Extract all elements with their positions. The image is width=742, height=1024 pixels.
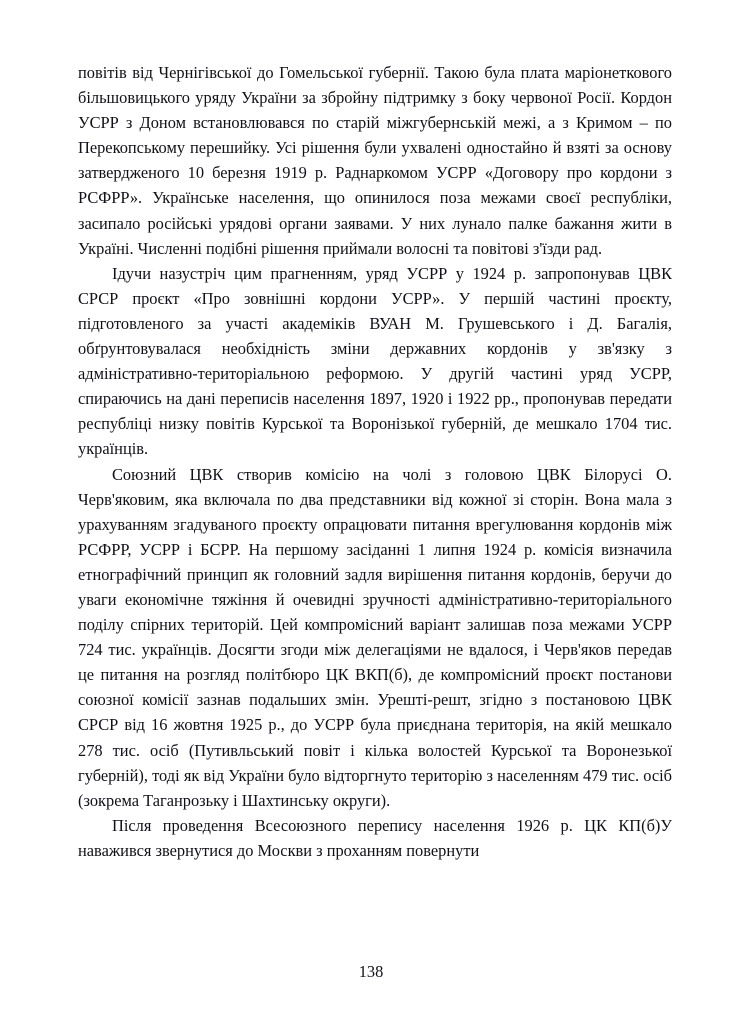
paragraph: Після проведення Всесоюзного перепису населення 1926 р. ЦК КП(б)У наважився звернутися до Москви з проханням повернути (78, 815, 672, 860)
page-number: 138 (358, 962, 384, 981)
paragraph: Союзний ЦВК створив комісію на чолі з головою ЦВК Білорусі О. Черв'яковим, яка включала по два представники від кожної зі сторін. Вона мала з урахуванням згадуваного проєкту опрацювати питання врегулювання кордонів між РСФРР, УСРР і БСРР. На першому засіданні 1 липня 1924 р. комісія визначила етнографічний принцип як головний задля вирішення питання кордонів, беручи до уваги економічне тяжіння й очевидні зручності адміністративно-територіального поділу спірних територій. Цей компромісний варіант залишав поза межами УСРР 724 тис. українців. Досягти згоди між делегаціями не вдалося, і Черв'яков передав це питання на розгляд політбюро ЦК ВКП(б), де компромісний проєкт постанови союзної комісії зазнав подальших змін. Урешті-решт, згідно з постановою ЦВК СРСР від 16 жовтня 1925 р., до УСРР була приєднана територія, на якій мешкало 278 тис. осіб (Путивльський повіт і кілька волостей Курської та Воронезької губерній), тоді як від України було відторгнуто територію з населенням 479 тис. осіб (зокрема Таганрозьку і Шахтинську округи). (78, 464, 672, 810)
page-body (78, 60, 672, 863)
paragraph: Ідучи назустріч цим прагненням, уряд УСРР у 1924 р. запропонував ЦВК СРСР проєкт «Про зовнішні кордони УСРР». У першій частині проєкту, підготовленого за участі академіків ВУАН М. Грушевського і Д. Багалія, обґрунтовувалася необхідність зміни державних кордонів у зв'язку з адміністративно-територіальною реформою. У другій частині уряд УСРР, спираючись на дані переписів населення 1897, 1920 і 1922 рр., пропонував передати республіці низку повітів Курської та Воронізької губерній, де мешкало 1704 тис. українців. (78, 263, 672, 459)
paragraph: повітів від Чернігівської до Гомельської губернії. Такою була плата маріонеткового більшовицького уряду України за збройну підтримку з боку червоної Росії. Кордон УСРР з Доном встановлювався по старій міжгубернській межі, а з Кримом – по Перекопському перешийку. Усі рішення були ухвалені одностайно й взяті за основу затвердженого 10 березня 1919 р. Раднаркомом УСРР «Договору про кордони з РСФРР». Українське населення, що опинилося поза межами своєї республіки, засипало російські урядові органи заявами. У них лунало палке бажання жити в Україні. Численні подібні рішення приймали волосні та повітові з'їзди рад. (78, 63, 672, 258)
